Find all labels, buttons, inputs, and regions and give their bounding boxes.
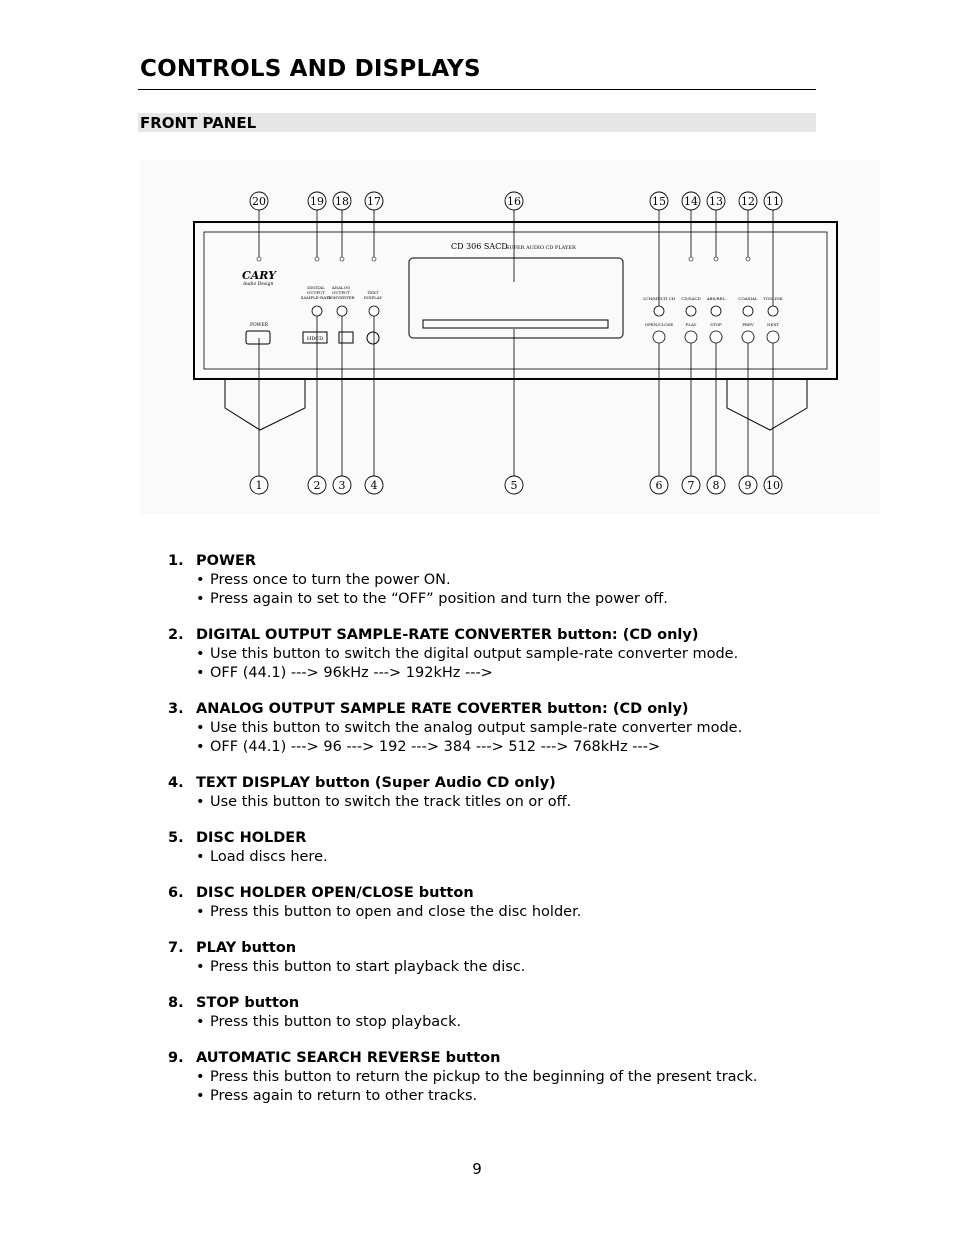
list-item <box>168 700 868 757</box>
front-panel-svg <box>140 160 880 515</box>
callout-number: 11 <box>766 195 780 208</box>
item-title: AUTOMATIC SEARCH REVERSE button <box>196 1050 501 1066</box>
bullet-item <box>196 848 868 867</box>
bullet-item <box>196 1068 868 1087</box>
callout-number: 2 <box>313 479 321 492</box>
model-label: CD 306 SACD <box>451 242 508 251</box>
item-number: 6. <box>168 885 184 901</box>
selector-button <box>743 306 753 316</box>
item-number: 2. <box>168 627 184 643</box>
text-label-1: TEXT <box>367 290 379 295</box>
bullet-list <box>168 719 868 757</box>
bullet-list <box>168 645 868 683</box>
bullet-item <box>196 719 868 738</box>
label-2ch-multi: 2CH/MULTI CH <box>642 296 676 301</box>
callout-number: 15 <box>652 195 666 208</box>
digital-label-2: OUTPUT <box>307 290 325 295</box>
cd-logo-box <box>339 332 353 343</box>
item-heading <box>168 700 868 719</box>
item-title: DIGITAL OUTPUT SAMPLE-RATE CONVERTER button: (CD only) <box>196 627 699 643</box>
list-item <box>168 884 868 922</box>
digital-label-1: DIGITAL <box>307 285 325 290</box>
bullet-list <box>168 571 868 609</box>
item-heading <box>168 884 868 903</box>
bullet-item <box>196 571 868 590</box>
model-subtitle: SUPER AUDIO CD PLAYER <box>506 245 576 251</box>
left-foot <box>225 379 305 430</box>
page-title: CONTROLS AND DISPLAYS <box>140 56 481 82</box>
bullet-list <box>168 848 868 867</box>
bullet-item <box>196 1087 868 1106</box>
indicator-led <box>689 257 693 261</box>
indicator-led <box>746 257 750 261</box>
item-number: 4. <box>168 775 184 791</box>
list-item <box>168 939 868 977</box>
text-label-2: DISPLAY <box>363 295 383 300</box>
transport-button <box>710 331 722 343</box>
function-button <box>337 306 347 316</box>
item-title: ANALOG OUTPUT SAMPLE RATE COVERTER button: (CD only) <box>196 701 689 717</box>
title-divider <box>138 89 816 90</box>
bullet-text: Press again to set to the “OFF” position and turn the power off. <box>210 591 668 607</box>
item-number: 5. <box>168 830 184 846</box>
label-next: NEXT <box>767 322 779 327</box>
callout-number: 4 <box>370 479 378 492</box>
indicator-led <box>372 257 376 261</box>
brand-sub: Audio Design <box>243 282 274 287</box>
label-coaxial: COAXIAL <box>738 296 758 301</box>
callout-number: 13 <box>709 195 723 208</box>
selector-button <box>711 306 721 316</box>
item-number: 3. <box>168 701 184 717</box>
transport-button <box>685 331 697 343</box>
item-heading <box>168 1049 868 1068</box>
function-button <box>312 306 322 316</box>
callout-number: 10 <box>766 479 780 492</box>
bullet-item <box>196 590 868 609</box>
transport-button <box>653 331 665 343</box>
item-heading <box>168 774 868 793</box>
power-label: POWER <box>250 323 269 328</box>
bullet-text: OFF (44.1) ---> 96kHz ---> 192kHz ---> <box>210 665 493 681</box>
front-panel-diagram <box>140 160 880 515</box>
right-foot <box>727 379 807 430</box>
callout-number: 7 <box>687 479 695 492</box>
display-window <box>409 258 623 338</box>
callout-number: 1 <box>255 479 263 492</box>
label-open-close: OPEN/CLOSE <box>644 322 674 327</box>
list-item <box>168 552 868 609</box>
bullet-text: Press once to turn the power ON. <box>210 572 451 588</box>
indicator-led <box>257 257 261 261</box>
sacd-logo <box>367 332 379 344</box>
section-title: FRONT PANEL <box>140 114 257 132</box>
selector-button <box>654 306 664 316</box>
callout-number: 12 <box>741 195 755 208</box>
label-abs-rel: ABS/REL <box>706 296 726 301</box>
analog-label-2: OUTPUT <box>332 290 350 295</box>
bullet-text: Press this button to start playback the disc. <box>210 959 526 975</box>
selector-button <box>768 306 778 316</box>
bullet-item <box>196 903 868 922</box>
bullet-list <box>168 903 868 922</box>
list-item <box>168 774 868 812</box>
callout-number: 3 <box>338 479 346 492</box>
bullet-list <box>168 1068 868 1106</box>
callout-number: 18 <box>335 195 349 208</box>
bullet-item <box>196 664 868 683</box>
label-play: PLAY <box>685 322 697 327</box>
power-button-shape <box>246 331 270 344</box>
label-cd-sacd: CD/SACD <box>681 296 701 301</box>
bullet-text: Use this button to switch the digital output sample-rate converter mode. <box>210 646 739 662</box>
hdcd-logo-text: HDCD <box>306 336 324 342</box>
bullet-item <box>196 793 868 812</box>
item-heading <box>168 626 868 645</box>
item-heading <box>168 829 868 848</box>
item-number: 9. <box>168 1050 184 1066</box>
item-heading <box>168 994 868 1013</box>
bullet-list <box>168 1013 868 1032</box>
faceplate <box>204 232 827 369</box>
list-item <box>168 994 868 1032</box>
item-number: 1. <box>168 553 184 569</box>
list-item <box>168 626 868 683</box>
callout-number: 14 <box>684 195 698 208</box>
item-number: 8. <box>168 995 184 1011</box>
callout-number: 20 <box>252 195 266 208</box>
bullet-text: Use this button to switch the analog output sample-rate converter mode. <box>210 720 743 736</box>
item-heading <box>168 939 868 958</box>
function-button <box>369 306 379 316</box>
bullet-item <box>196 738 868 757</box>
item-number: 7. <box>168 940 184 956</box>
control-list <box>168 552 868 1123</box>
label-prev: PREV <box>742 322 754 327</box>
item-title: TEXT DISPLAY button (Super Audio CD only) <box>196 775 556 791</box>
item-title: POWER <box>196 553 257 569</box>
item-title: DISC HOLDER <box>196 830 307 846</box>
transport-button <box>742 331 754 343</box>
bullet-item <box>196 958 868 977</box>
callout-number: 17 <box>367 195 381 208</box>
page-number: 9 <box>472 1160 482 1178</box>
callout-number: 16 <box>507 195 521 208</box>
bullet-item <box>196 1013 868 1032</box>
digital-label-3: SAMPLE-RATE <box>300 295 332 300</box>
callout-number: 5 <box>510 479 518 492</box>
indicator-led <box>714 257 718 261</box>
label-stop: STOP <box>710 322 722 327</box>
analog-label-3: CONVERTER <box>327 295 355 300</box>
callout-number: 9 <box>744 479 752 492</box>
callout-number: 19 <box>310 195 324 208</box>
item-title: DISC HOLDER OPEN/CLOSE button <box>196 885 474 901</box>
bullet-text: Press again to return to other tracks. <box>210 1088 478 1104</box>
bullet-text: Use this button to switch the track titles on or off. <box>210 794 572 810</box>
list-item <box>168 829 868 867</box>
bullet-list <box>168 793 868 812</box>
bullet-text: Press this button to open and close the disc holder. <box>210 904 582 920</box>
bullet-text: Press this button to stop playback. <box>210 1014 462 1030</box>
bullet-text: Load discs here. <box>210 849 328 865</box>
bullet-list <box>168 958 868 977</box>
bullet-item <box>196 645 868 664</box>
callout-number: 8 <box>712 479 720 492</box>
selector-button <box>686 306 696 316</box>
transport-button <box>767 331 779 343</box>
bullet-text: OFF (44.1) ---> 96 ---> 192 ---> 384 ---> 512 ---> 768kHz ---> <box>210 739 661 755</box>
indicator-led <box>340 257 344 261</box>
item-heading <box>168 552 868 571</box>
label-toslink: TOSLINK <box>763 296 783 301</box>
callout-number: 6 <box>655 479 663 492</box>
list-item <box>168 1049 868 1106</box>
indicator-led <box>315 257 319 261</box>
brand-logo: CARY <box>242 269 276 282</box>
section-header <box>138 113 816 132</box>
bullet-text: Press this button to return the pickup to the beginning of the present track. <box>210 1069 758 1085</box>
item-title: PLAY button <box>196 940 297 956</box>
disc-tray <box>423 320 608 328</box>
item-title: STOP button <box>196 995 300 1011</box>
analog-label-1: ANALOG <box>331 285 351 290</box>
